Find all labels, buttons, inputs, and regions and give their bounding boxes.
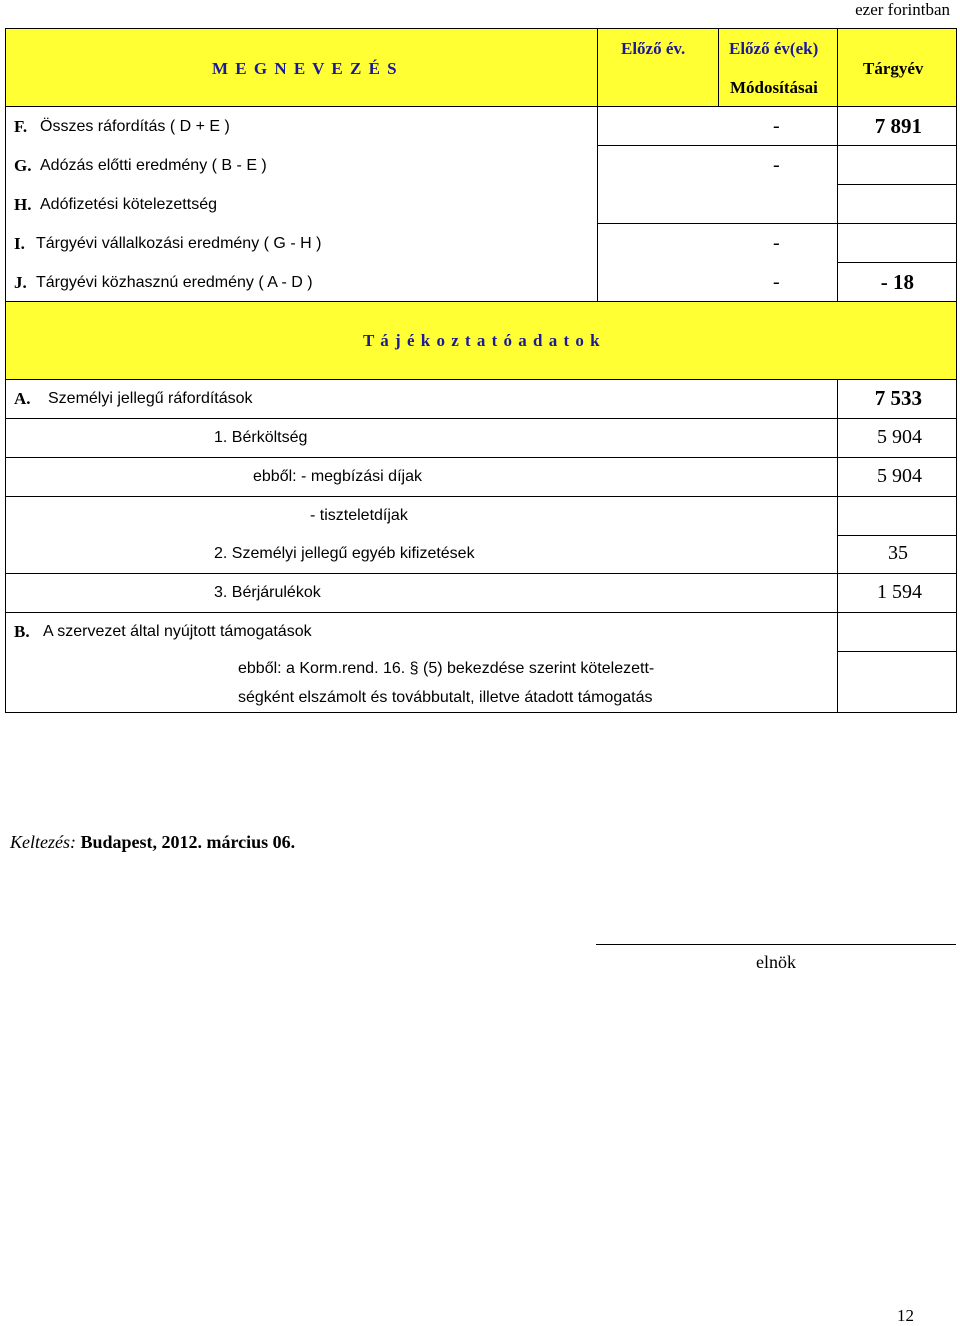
row-letter: I. xyxy=(14,234,25,253)
row-label: Tárgyévi vállalkozási eredmény ( G - H ) xyxy=(36,235,322,252)
row-mod-value: - xyxy=(773,271,780,293)
column-header-name: M E G N E V E Z É S xyxy=(212,59,399,78)
row-letter: B. xyxy=(14,622,30,641)
personnel-costs-value: 7 533 xyxy=(874,386,922,410)
row-current-value: - 18 xyxy=(880,270,914,294)
unit-note: ezer forintban xyxy=(855,0,950,19)
date-label: Keltezés: xyxy=(10,832,76,852)
row-label: Adófizetési kötelezettség xyxy=(40,196,217,213)
column-header-modifications-line2: Módosításai xyxy=(730,78,818,97)
personnel-costs-label: Személyi jellegű ráfordítások xyxy=(48,390,253,407)
support-provided-sub-line2: ségként elszámolt és továbbutalt, illetve átadott támogatás xyxy=(238,689,653,706)
support-provided-label: A szervezet által nyújtott támogatások xyxy=(43,623,312,640)
row-mod-value: - xyxy=(773,232,780,254)
row-letter: H. xyxy=(14,195,32,214)
other-personnel-payments-value: 35 xyxy=(888,542,908,564)
column-header-previous-year: Előző év. xyxy=(621,39,686,58)
row-letter: J. xyxy=(14,273,27,292)
column-header-current-year: Tárgyév xyxy=(863,59,924,78)
commission-fees-label: ebből: - megbízási díjak xyxy=(253,468,422,485)
row-mod-value: - xyxy=(773,154,780,176)
honorarium-label: - tiszteletdíjak xyxy=(310,507,408,524)
row-mod-value: - xyxy=(773,115,780,137)
wage-contributions-label: 3. Bérjárulékok xyxy=(214,584,321,601)
date-line xyxy=(10,832,295,852)
signature-label: elnök xyxy=(756,952,796,972)
wage-costs-value: 5 904 xyxy=(877,426,922,448)
support-provided-sub-line1: ebből: a Korm.rend. 16. § (5) bekezdése szerint kötelezett- xyxy=(238,660,655,677)
row-label: Adózás előtti eredmény ( B - E ) xyxy=(40,157,267,174)
row-label: Összes ráfordítás ( D + E ) xyxy=(40,118,230,135)
row-letter: G. xyxy=(14,156,32,175)
page-number: 12 xyxy=(897,1306,914,1325)
wage-costs-label: 1. Bérköltség xyxy=(214,429,308,446)
info-section-title: T á j é k o z t a t ó a d a t o k xyxy=(363,331,601,350)
row-letter: A. xyxy=(14,389,31,408)
row-current-value: 7 891 xyxy=(874,114,922,138)
wage-contributions-value: 1 594 xyxy=(877,581,922,603)
other-personnel-payments-label: 2. Személyi jellegű egyéb kifizetések xyxy=(214,545,475,562)
column-header-modifications-line1: Előző év(ek) xyxy=(729,39,819,58)
commission-fees-value: 5 904 xyxy=(877,465,922,487)
row-label: Tárgyévi közhasznú eredmény ( A - D ) xyxy=(36,274,313,291)
row-letter: F. xyxy=(14,117,28,136)
date-value: Budapest, 2012. március 06. xyxy=(80,832,296,852)
signature-line xyxy=(596,944,956,945)
